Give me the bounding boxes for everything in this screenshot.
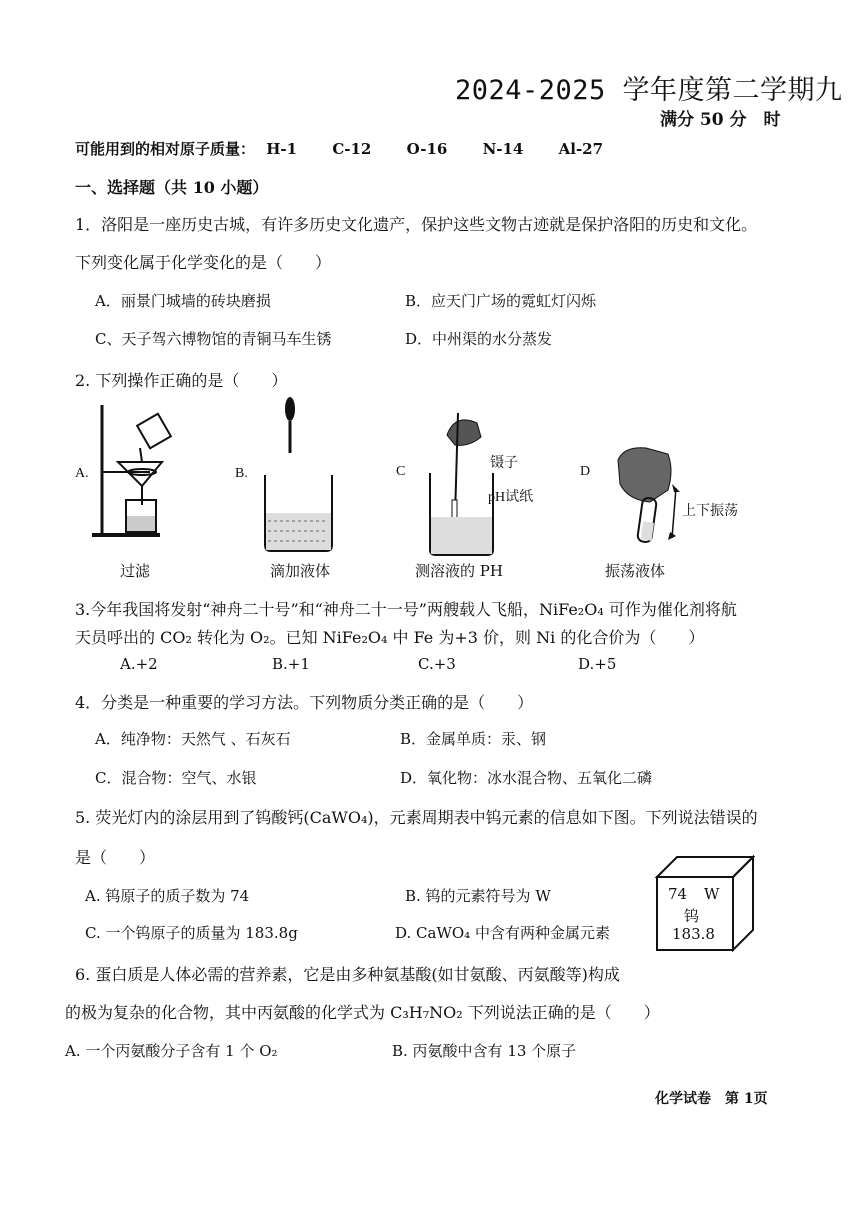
ph-paper-label: pH试纸 [488, 490, 534, 505]
q5-stem-line2: 是（ ） [75, 848, 156, 867]
caption-filtration: 过滤 [120, 562, 151, 580]
section-title: 一、选择题（共 10 小题） [75, 178, 269, 197]
q2-stem: 2. 下列操作正确的是（ ） [75, 371, 288, 390]
q3-stem-line1: 3.今年我国将发射“神舟二十号”和“神舟二十一号”两艘载人飞船，NiFe₂O₄ 可作为催化剂将航 [75, 600, 737, 619]
page-footer: 化学试卷 第 1页 [655, 1091, 768, 1107]
q1-stem-line2: 下列变化属于化学变化的是（ ） [75, 253, 332, 272]
q5-stem-line1: 5. 荧光灯内的涂层用到了钨酸钙(CaWO₄)，元素周期表中钨元素的信息如下图。下列说法错误的 [75, 808, 758, 827]
atomic-mass-n: N-14 [482, 140, 524, 158]
q6-stem-line1: 6. 蛋白质是人体必需的营养素，它是由多种氨基酸(如甘氨酸、丙氨酸等)构成 [75, 965, 620, 984]
q6-option-b: B. 丙氨酸中含有 13 个原子 [392, 1042, 577, 1060]
element-number: 74 [668, 885, 688, 903]
q3-option-c: C.+3 [418, 655, 456, 673]
q1-option-c: C、天子驾六博物馆的青铜马车生锈 [95, 330, 332, 348]
atomic-mass-h: H-1 [266, 140, 298, 158]
shake-label: 上下振荡 [682, 504, 738, 519]
q4-option-c: C．混合物：空气、水银 [95, 769, 257, 787]
q1-option-a: A．丽景门城墙的砖块磨损 [95, 292, 271, 310]
filtration-figure [90, 400, 200, 550]
exam-title: 2024-2025 学年度第二学期九 [455, 75, 843, 106]
shaking-figure [610, 440, 690, 550]
atomic-mass-line [75, 138, 633, 159]
figure-a-label: A. [75, 466, 89, 481]
atomic-mass-label: 可能用到的相对原子质量： [75, 140, 256, 158]
element-symbol: W [704, 885, 720, 903]
q4-option-a: A．纯净物：天然气 、石灰石 [95, 730, 291, 748]
element-mass: 183.8 [672, 925, 715, 943]
caption-ph-test: 测溶液的 PH [415, 562, 503, 580]
q5-option-c: C. 一个钨原子的质量为 183.8g [85, 924, 298, 942]
q1-option-d: D．中州渠的水分蒸发 [405, 330, 553, 348]
q1-option-b: B．应天门广场的霓虹灯闪烁 [405, 292, 597, 310]
caption-shaking: 振荡液体 [605, 562, 666, 580]
q4-option-d: D．氧化物：冰水混合物、五氧化二磷 [400, 769, 653, 787]
q5-option-d: D. CaWO₄ 中含有两种金属元素 [395, 924, 610, 942]
dropper-figure [260, 395, 360, 555]
q3-stem-line2: 天员呼出的 CO₂ 转化为 O₂。已知 NiFe₂O₄ 中 Fe 为+3 价，则 Ni 的化合价为（ ） [75, 628, 705, 647]
q1-stem-line1: 1．洛阳是一座历史古城，有许多历史文化遗产，保护这些文物古迹就是保护洛阳的历史和文化。 [75, 215, 758, 234]
element-name: 钨 [684, 907, 700, 925]
atomic-mass-al: Al-27 [558, 140, 604, 158]
score-info: 满分 50 分 时 [660, 110, 781, 130]
q5-option-b: B. 钨的元素符号为 W [405, 887, 551, 905]
q3-option-a: A.+2 [120, 655, 158, 673]
q4-stem: 4．分类是一种重要的学习方法。下列物质分类正确的是（ ） [75, 693, 534, 712]
tweezers-label: 镊子 [490, 456, 518, 471]
ph-test-figure [425, 405, 505, 555]
figure-b-label: B. [235, 466, 248, 481]
q3-option-b: B.+1 [272, 655, 310, 673]
q6-option-a: A. 一个丙氨酸分子含有 1 个 O₂ [65, 1042, 278, 1060]
figure-c-label: C [396, 464, 406, 479]
q6-stem-line2: 的极为复杂的化合物，其中丙氨酸的化学式为 C₃H₇NO₂ 下列说法正确的是（ ） [65, 1003, 660, 1022]
atomic-mass-o: O-16 [406, 140, 448, 158]
atomic-mass-c: C-12 [332, 140, 372, 158]
q5-option-a: A. 钨原子的质子数为 74 [85, 887, 250, 905]
q3-option-d: D.+5 [578, 655, 617, 673]
caption-dropping: 滴加液体 [270, 562, 331, 580]
q4-option-b: B．金属单质：汞、钢 [400, 730, 547, 748]
figure-d-label: D [580, 464, 591, 479]
